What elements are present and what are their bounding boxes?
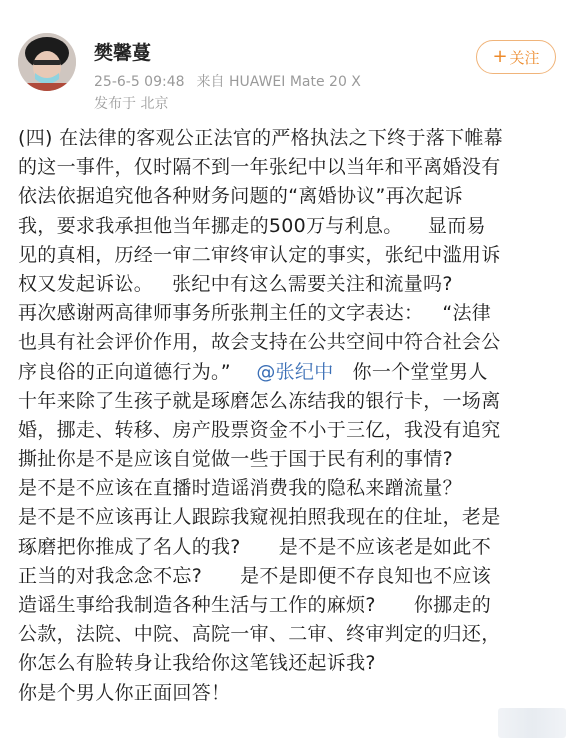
post-line: 婚，挪走、转移、房产股票资金不小于三亿，我没有追究	[18, 418, 501, 441]
post-content	[18, 124, 566, 708]
post-line: 你怎么有脸转身让我给你这笔钱还起诉我?	[18, 652, 376, 675]
post-line-text: 序良俗的正向道德行为。”	[18, 360, 231, 383]
blurred-watermark	[498, 708, 566, 738]
post-line: 是不是不应该再让人跟踪我窥视拍照我现在的住址，老是	[18, 506, 501, 529]
avatar[interactable]	[18, 33, 76, 91]
post-line-tail: 你一个堂堂男人	[333, 360, 488, 383]
mention-link[interactable]: @张纪中	[256, 360, 334, 383]
post-line: 我，要求我承担他当年挪走的500万与利息。 显而易	[18, 214, 486, 237]
plus-icon: +	[492, 46, 508, 67]
post-date: 25-6-5 09:48	[94, 74, 185, 90]
follow-label: 关注	[509, 48, 540, 67]
post-location: 发布于 北京	[94, 96, 169, 112]
post-line: 是不是不应该在直播时造谣消费我的隐私来蹭流量？	[18, 477, 462, 500]
post-line: 琢磨把你推成了名人的我? 是不是不应该老是如此不	[18, 535, 492, 558]
username[interactable]: 樊馨蔓	[94, 42, 152, 64]
post-line: 公款，法院、中院、高院一审、二审、终审判定的归还，	[18, 623, 501, 646]
avatar-image	[18, 33, 76, 91]
post-line: (四) 在法律的客观公正法官的严格执法之下终于落下帷幕	[18, 127, 503, 149]
post-line: 也具有社会评价作用，故会支持在公共空间中符合社会公	[18, 331, 501, 354]
post-header	[0, 0, 577, 118]
post-source: 来自 HUAWEI Mate 20 X	[196, 74, 361, 90]
post-line: 的这一事件，仅时隔不到一年张纪中以当年和平离婚没有	[18, 156, 501, 179]
post-line: 再次感谢两高律师事务所张荆主任的文字表达： “法律	[18, 302, 492, 325]
post-line: 依法依据追究他各种财务问题的“离婚协议”再次起诉	[18, 185, 463, 208]
post-line: 正当的对我念念不忘? 是不是即便不存良知也不应该	[18, 564, 492, 587]
post-line: 权又发起诉讼。 张纪中有这么需要关注和流量吗?	[18, 272, 453, 295]
follow-button[interactable]	[476, 40, 556, 74]
post-line-with-mention	[18, 358, 566, 387]
post-line: 撕扯你是不是应该自觉做一些于国于民有利的事情?	[18, 448, 453, 471]
post-line: 十年来除了生孩子就是琢磨怎么冻结我的银行卡，一场离	[18, 389, 501, 412]
post-line: 造谣生事给我制造各种生活与工作的麻烦? 你挪走的	[18, 594, 492, 616]
post-meta	[94, 71, 361, 91]
post-line: 见的真相，历经一审二审终审认定的事实，张纪中滥用诉	[18, 243, 501, 266]
post-line: 你是个男人你正面回答！	[18, 681, 231, 704]
